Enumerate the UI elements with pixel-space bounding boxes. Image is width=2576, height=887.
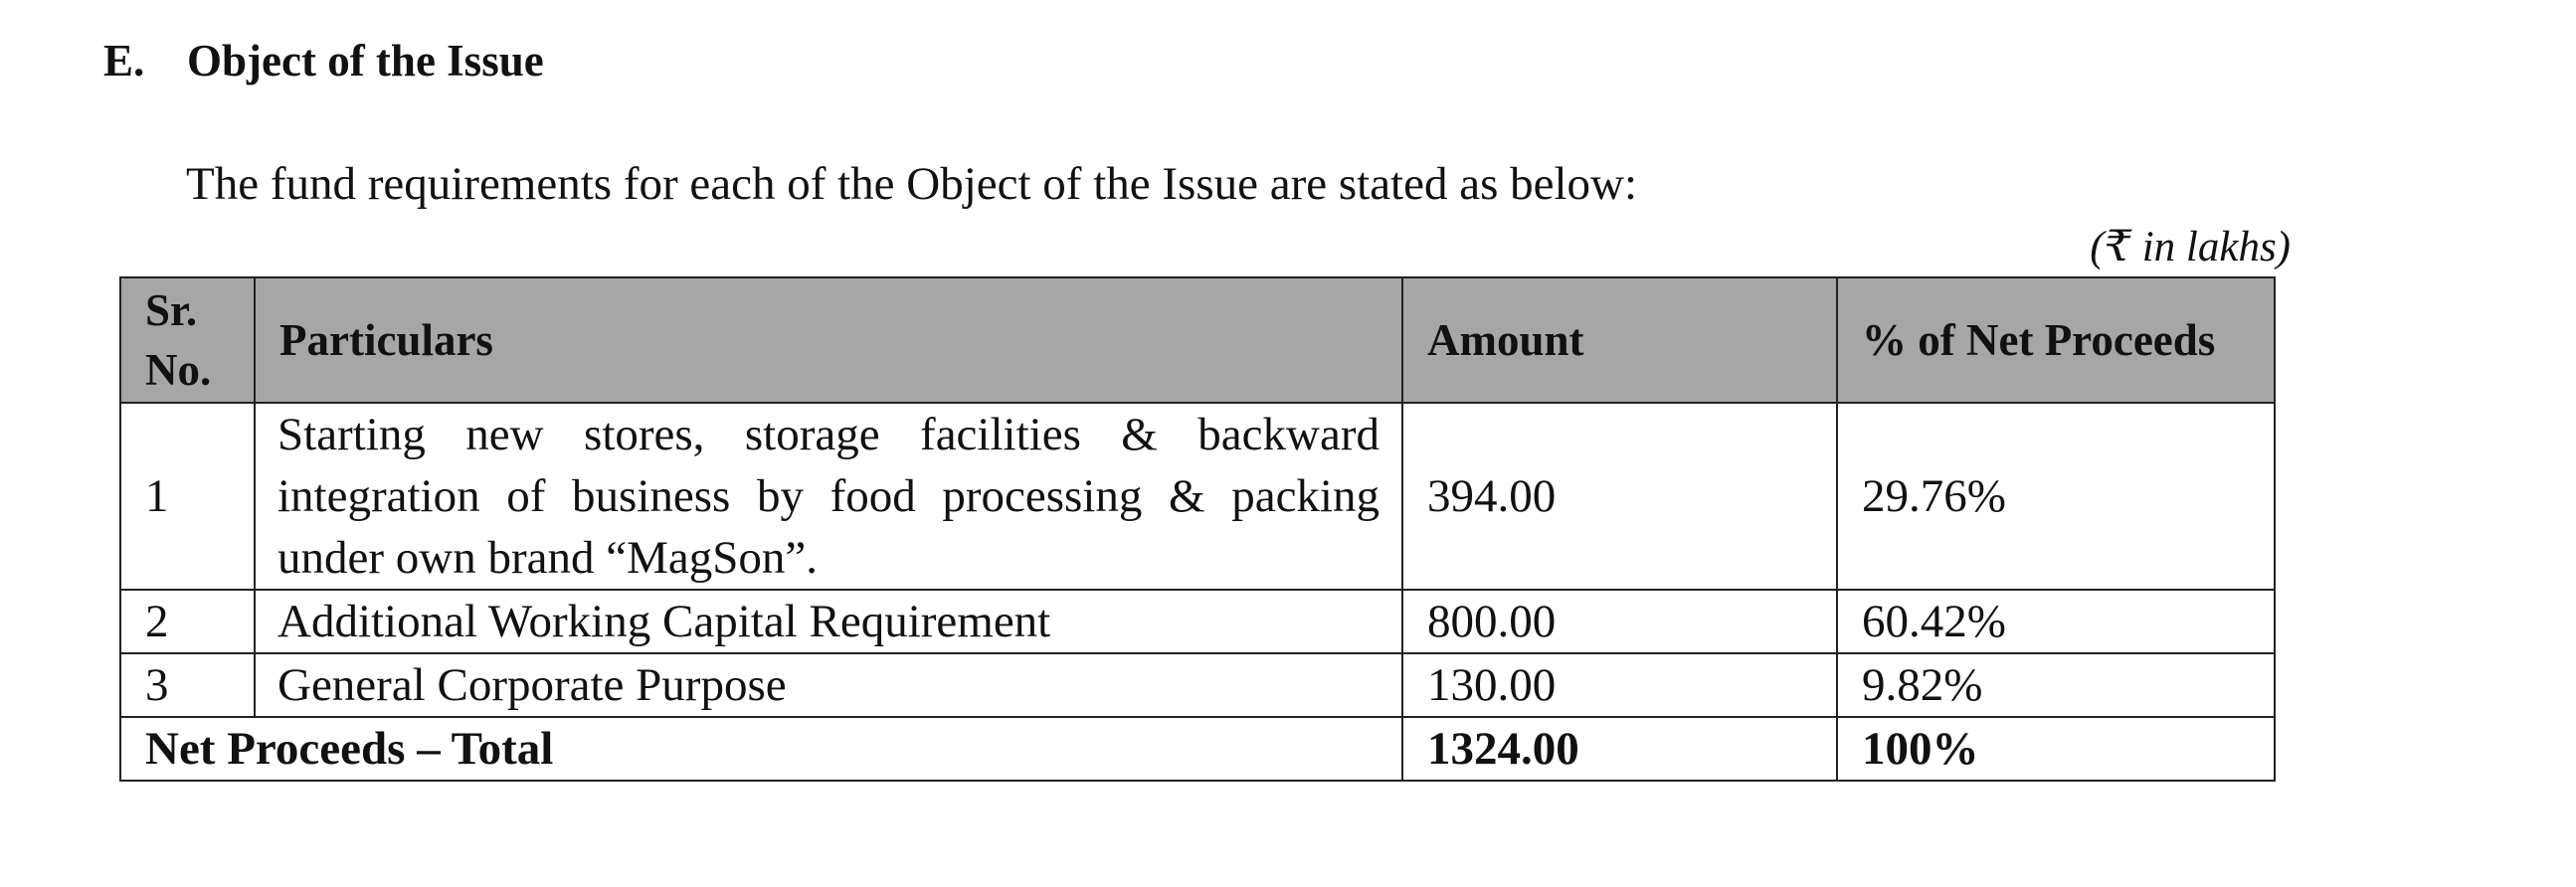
table-total-row [120, 717, 2275, 781]
row-amount: 800.00 [1402, 590, 1837, 653]
row-sr-no: 2 [120, 590, 255, 653]
header-sr-no: Sr. No. [120, 277, 255, 403]
table-row [120, 590, 2275, 653]
section-title: Object of the Issue [187, 36, 544, 86]
row-sr-no: 1 [120, 403, 255, 590]
total-label: Net Proceeds – Total [120, 717, 1402, 781]
row-sr-no: 3 [120, 653, 255, 717]
row-particulars: Starting new stores, storage facilities & backward integration of business by food processing & packing under own brand “MagSon”. [255, 403, 1402, 590]
header-percent: % of Net Proceeds [1837, 277, 2275, 403]
table-row [120, 653, 2275, 717]
row-amount: 130.00 [1402, 653, 1837, 717]
row-particulars: General Corporate Purpose [255, 653, 1402, 717]
fund-requirements-table [119, 276, 2276, 782]
table-header-row [120, 277, 2275, 403]
units-note: (₹ in lakhs) [2090, 224, 2291, 270]
section-heading [103, 26, 544, 95]
row-percent: 60.42% [1837, 590, 2275, 653]
total-percent: 100% [1837, 717, 2275, 781]
row-amount: 394.00 [1402, 403, 1837, 590]
row-percent: 29.76% [1837, 403, 2275, 590]
intro-paragraph: The fund requirements for each of the Object of the Issue are stated as below: [186, 158, 1638, 210]
table-row [120, 403, 2275, 590]
row-particulars: Additional Working Capital Requirement [255, 590, 1402, 653]
section-letter: E. [103, 36, 145, 86]
header-amount: Amount [1402, 277, 1837, 403]
total-amount: 1324.00 [1402, 717, 1837, 781]
row-percent: 9.82% [1837, 653, 2275, 717]
header-particulars: Particulars [255, 277, 1402, 403]
